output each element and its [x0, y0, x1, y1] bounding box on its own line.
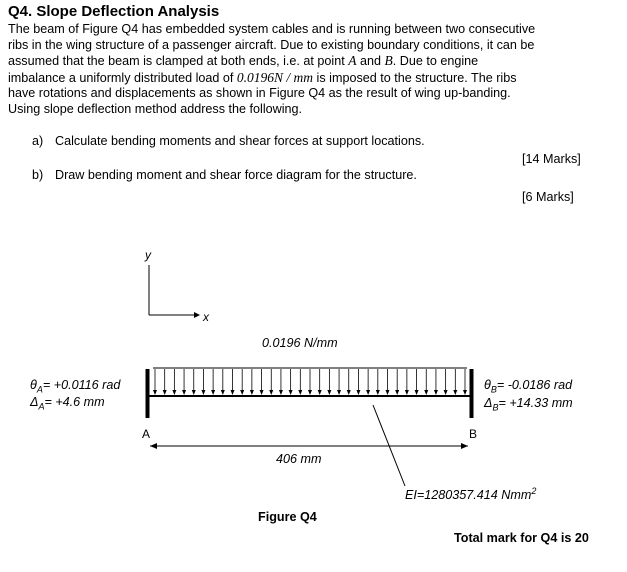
load-arrow — [463, 369, 467, 395]
point-b-symbol: B — [384, 53, 393, 69]
load-arrow — [250, 369, 254, 395]
part-b-label: b) — [32, 168, 44, 182]
x-axis-label: x — [203, 310, 209, 324]
load-arrow — [327, 369, 331, 395]
load-label: 0.0196 N/mm — [262, 336, 338, 350]
load-arrow — [318, 369, 322, 395]
clamp-support-a — [146, 369, 150, 418]
coordinate-axes — [144, 248, 210, 324]
clamp-support-b — [470, 369, 474, 418]
distributed-load — [153, 368, 467, 395]
delta-b-subscript: B — [492, 402, 499, 413]
load-arrow — [395, 369, 399, 395]
part-b-marks: [6 Marks] — [522, 190, 574, 204]
delta-a-label — [30, 395, 105, 412]
load-arrow — [366, 369, 370, 395]
load-arrow — [337, 369, 341, 395]
load-arrow — [240, 369, 244, 395]
delta-b-symbol: Δ — [484, 396, 493, 410]
load-arrow — [231, 369, 235, 395]
load-arrow — [260, 369, 264, 395]
load-arrow — [269, 369, 273, 395]
load-arrow — [201, 369, 205, 395]
total-marks: Total mark for Q4 is 20 — [454, 531, 589, 545]
load-arrow — [453, 369, 457, 395]
load-arrow — [192, 369, 196, 395]
paragraph-line-4-start: imbalance a uniformly distributed load of — [8, 70, 237, 85]
delta-a-symbol: Δ — [30, 395, 39, 409]
paragraph-line-5: have rotations and displacements as shown in Figure Q4 as the result of wing up-banding. — [8, 86, 511, 101]
load-arrow — [424, 369, 428, 395]
delta-b-value: = +14.33 mm — [498, 396, 573, 410]
load-arrow — [153, 369, 157, 395]
delta-a-value: = +4.6 mm — [44, 395, 105, 409]
theta-b-subscript: B — [490, 384, 497, 395]
paragraph-line-3-mid: and — [356, 54, 385, 69]
load-arrow — [376, 369, 380, 395]
ei-label — [405, 486, 536, 502]
paragraph-line-4-end: is imposed to the structure. The ribs — [313, 70, 517, 85]
load-arrow — [182, 369, 186, 395]
theta-b-label — [484, 378, 572, 395]
load-arrow — [356, 369, 360, 395]
delta-a-subscript: A — [38, 401, 45, 412]
ei-value: EI=1280357.414 Nmm — [405, 488, 532, 503]
load-arrow — [347, 369, 351, 395]
theta-a-label — [30, 378, 120, 395]
load-arrows — [153, 369, 467, 395]
part-a-marks: [14 Marks] — [522, 152, 581, 166]
support-a-label: A — [142, 427, 151, 441]
load-arrow — [289, 369, 293, 395]
part-b-text: Draw bending moment and shear force diagram for the structure. — [55, 168, 417, 182]
load-arrow — [298, 369, 302, 395]
span-label: 406 mm — [276, 452, 322, 466]
paragraph-line-1: The beam of Figure Q4 has embedded system cables and is running between two consecutive — [8, 22, 536, 36]
load-arrow — [434, 369, 438, 395]
load-arrow — [405, 369, 409, 395]
paragraph-line-6: Using slope deflection method address the following. — [8, 101, 303, 116]
theta-b-symbol: θ — [484, 378, 491, 392]
load-arrow — [279, 369, 283, 395]
load-arrow — [163, 369, 167, 395]
load-arrow — [415, 369, 419, 395]
y-axis-label: y — [145, 248, 151, 262]
load-arrow — [386, 369, 390, 395]
load-arrow — [221, 369, 225, 395]
theta-b-value: = -0.0186 rad — [496, 378, 573, 392]
theta-a-symbol: θ — [30, 378, 37, 392]
point-a-symbol: A — [348, 53, 357, 69]
question-title: Q4. Slope Deflection Analysis — [8, 3, 220, 20]
load-expression: 0.0196N / mm — [236, 69, 314, 85]
theta-a-subscript: A — [36, 384, 43, 395]
load-arrow — [308, 369, 312, 395]
paragraph-line-3-end: . Due to engine — [392, 54, 479, 69]
load-arrow — [172, 369, 176, 395]
ei-exponent: 2 — [531, 486, 537, 496]
part-a-label: a) — [32, 134, 44, 148]
part-a-text: Calculate bending moments and shear forces at support locations. — [55, 134, 425, 148]
span-arrow-left — [150, 443, 157, 449]
support-b-label: B — [469, 427, 478, 441]
load-arrow — [211, 369, 215, 395]
span-arrow-right — [461, 443, 468, 449]
span-dimension — [150, 443, 468, 449]
load-arrow — [444, 369, 448, 395]
figure-caption: Figure Q4 — [258, 510, 317, 524]
theta-a-value: = +0.0116 rad — [42, 378, 121, 392]
paragraph-line-2: ribs in the wing structure of a passenger aircraft. Due to existing boundary conditions, it can be — [8, 37, 535, 52]
delta-b-label — [484, 396, 573, 413]
paragraph-line-3-start: assumed that the beam is clamped at both ends, i.e. at point — [8, 54, 349, 69]
